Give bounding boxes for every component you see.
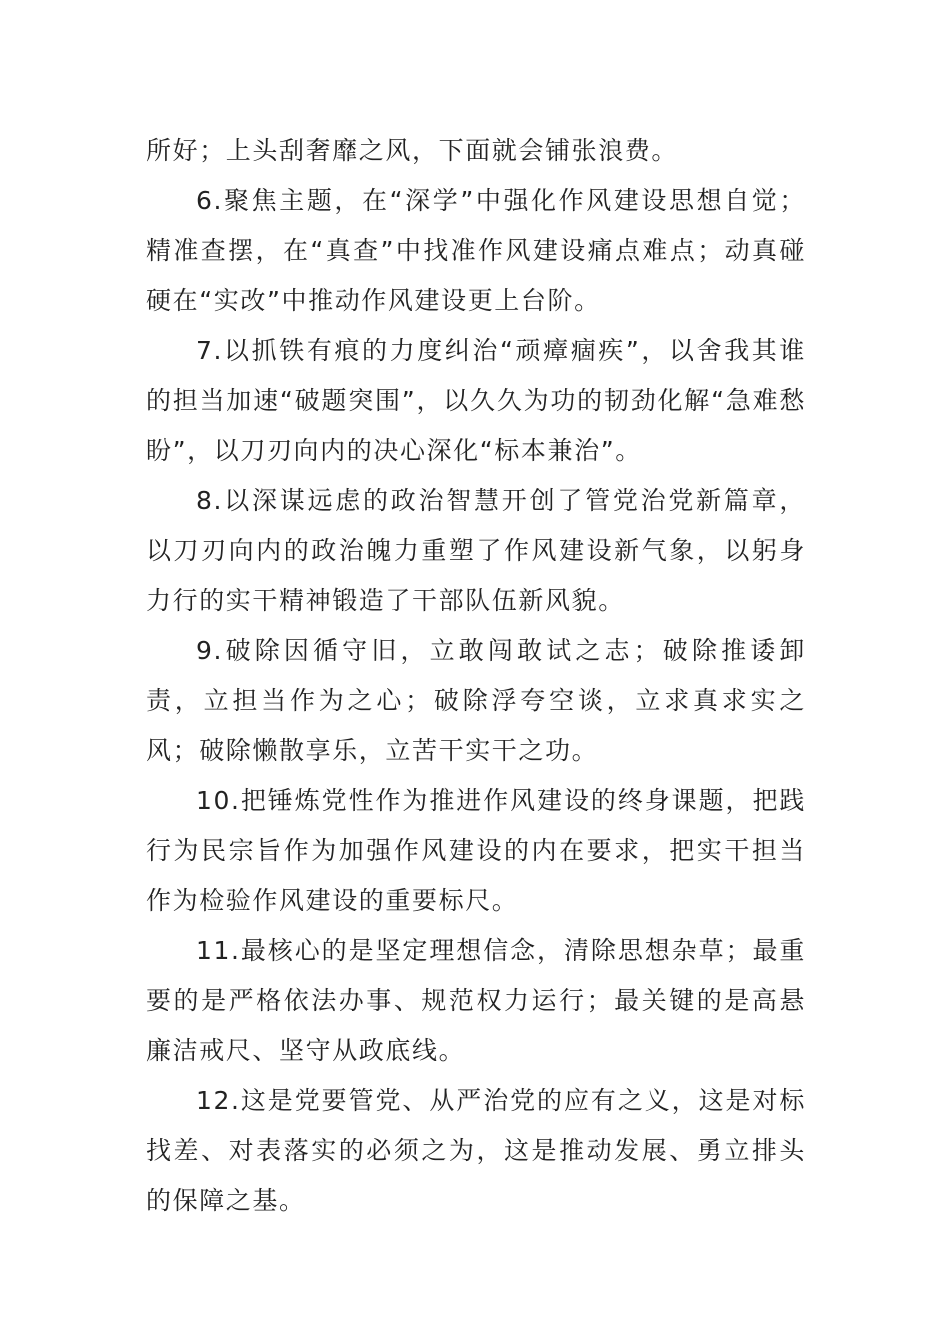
paragraph-item-12: 12.这是党要管党、从严治党的应有之义，这是对标找差、对表落实的必须之为，这是推动发展、勇立排头的保障之基。 (146, 1086, 806, 1215)
paragraph-item-10: 10.把锤炼党性作为推进作风建设的终身课题，把践行为民宗旨作为加强作风建设的内在要求，把实干担当作为检验作风建设的重要标尺。 (146, 786, 806, 915)
document-body (146, 126, 806, 1226)
paragraph-item-9: 9.破除因循守旧，立敢闯敢试之志；破除推诿卸责，立担当作为之心；破除浮夸空谈，立求真求实之风；破除懒散享乐，立苦干实干之功。 (146, 636, 806, 765)
paragraph-item-8: 8.以深谋远虑的政治智慧开创了管党治党新篇章，以刀刃向内的政治魄力重塑了作风建设新气象，以躬身力行的实干精神锻造了干部队伍新风貌。 (146, 486, 806, 615)
continuation-paragraph: 所好；上头刮奢靡之风，下面就会铺张浪费。 (146, 136, 679, 165)
paragraph-item-11: 11.最核心的是坚定理想信念，清除思想杂草；最重要的是严格依法办事、规范权力运行；最关键的是高悬廉洁戒尺、坚守从政底线。 (146, 936, 806, 1065)
paragraph-item-7: 7.以抓铁有痕的力度纠治“顽瘴痼疾”，以舍我其谁的担当加速“破题突围”，以久久为功的韧劲化解“急难愁盼”，以刀刃向内的决心深化“标本兼治”。 (146, 336, 806, 465)
paragraph-item-6: 6.聚焦主题，在“深学”中强化作风建设思想自觉；精准查摆，在“真查”中找准作风建设痛点难点；动真碰硬在“实改”中推动作风建设更上台阶。 (146, 186, 806, 315)
